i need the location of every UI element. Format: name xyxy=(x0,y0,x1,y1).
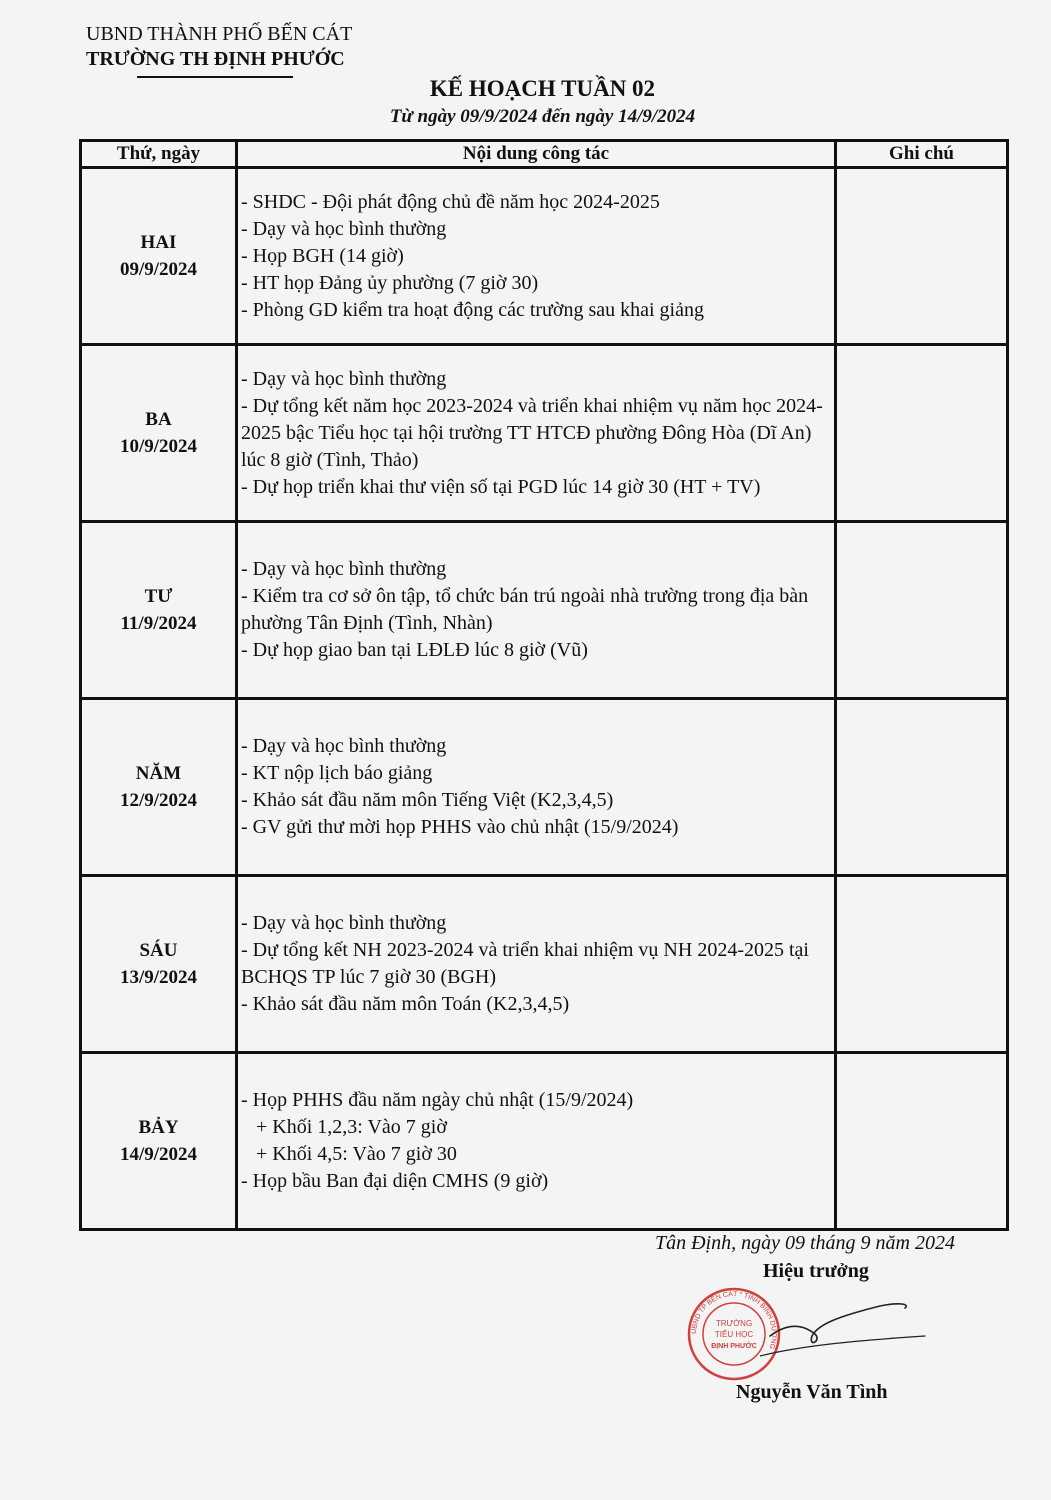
day-cell xyxy=(81,345,237,522)
note-cell xyxy=(836,699,1008,876)
note-cell xyxy=(836,345,1008,522)
table-row xyxy=(81,522,1008,699)
day-cell xyxy=(81,168,237,345)
task-line: - Dạy và học bình thường xyxy=(241,367,447,390)
task-line: - Họp BGH (14 giờ) xyxy=(241,244,404,267)
work-content-cell xyxy=(237,345,836,522)
date-label: 13/9/2024 xyxy=(119,967,198,988)
task-line: - Dự họp giao ban tại LĐLĐ lúc 8 giờ (Vũ) xyxy=(241,639,588,661)
work-content-cell xyxy=(237,876,836,1053)
svg-text:ĐỊNH PHƯỚC: ĐỊNH PHƯỚC xyxy=(711,1343,757,1350)
weekday-label: NĂM xyxy=(135,763,182,784)
column-header-note: Ghi chú xyxy=(836,141,1008,168)
task-line: - Khảo sát đầu năm môn Toán (K2,3,4,5) xyxy=(241,993,570,1015)
table-row xyxy=(81,876,1008,1053)
date-label: 10/9/2024 xyxy=(119,436,198,457)
note-cell xyxy=(836,522,1008,699)
place-and-date: Tân Định, ngày 09 tháng 9 năm 2024 xyxy=(655,1232,955,1254)
task-line: - Dạy và học bình thường xyxy=(241,217,447,240)
table-row xyxy=(81,345,1008,522)
task-line: - HT họp Đảng ủy phường (7 giờ 30) xyxy=(241,271,539,294)
table-header-row xyxy=(81,141,1008,168)
task-line: - Kiểm tra cơ sở ôn tập, tổ chức bán trú ngoài nhà trường trong địa bàn phường Tân Định (Tình, Nhàn) xyxy=(241,585,809,634)
weekday-label: BẢY xyxy=(138,1117,179,1138)
task-line: - KT nộp lịch báo giảng xyxy=(241,762,433,784)
work-content-cell xyxy=(237,1053,836,1230)
weekday-label: BA xyxy=(145,409,172,430)
task-line: - Dạy và học bình thường xyxy=(241,912,447,934)
task-line: - Dự tổng kết NH 2023-2024 và triển khai nhiệm vụ NH 2024-2025 tại BCHQS TP lúc 7 giờ 30 (BGH) xyxy=(241,939,809,988)
org-line: UBND THÀNH PHỐ BẾN CÁT xyxy=(86,23,353,45)
weekly-plan-table xyxy=(79,139,1009,1231)
svg-text:TRƯỜNG: TRƯỜNG xyxy=(715,1319,753,1328)
svg-text:UBND TP BẾN CÁT * TỈNH BÌNH DƯ: UBND TP BẾN CÁT * TỈNH BÌNH DƯƠNG xyxy=(690,1290,778,1350)
svg-text:TIỂU HỌC: TIỂU HỌC xyxy=(714,1330,754,1339)
date-label: 14/9/2024 xyxy=(119,1144,198,1165)
issuing-organization xyxy=(86,22,352,72)
school-name: TRƯỜNG TH ĐỊNH PHƯỚC xyxy=(86,48,345,70)
table-row xyxy=(81,1053,1008,1230)
date-range: Từ ngày 09/9/2024 đến ngày 14/9/2024 xyxy=(389,106,696,127)
task-line: + Khối 4,5: Vào 7 giờ 30 xyxy=(241,1143,457,1165)
note-cell xyxy=(836,1053,1008,1230)
weekday-label: SÁU xyxy=(139,940,178,961)
table-row xyxy=(81,699,1008,876)
task-line: - SHDC - Đội phát động chủ đề năm học 2024-2025 xyxy=(241,190,660,213)
document-title: KẾ HOẠCH TUẦN 02 xyxy=(429,76,656,101)
work-content-cell xyxy=(237,168,836,345)
day-cell xyxy=(81,699,237,876)
work-content-cell xyxy=(237,699,836,876)
work-content-cell xyxy=(237,522,836,699)
signer-name: Nguyễn Văn Tình xyxy=(736,1381,888,1403)
note-cell xyxy=(836,876,1008,1053)
task-line: - Họp PHHS đầu năm ngày chủ nhật (15/9/2024) xyxy=(241,1089,634,1111)
table-row xyxy=(81,168,1008,345)
task-line: - Dạy và học bình thường xyxy=(241,558,447,580)
task-line: - Phòng GD kiểm tra hoạt động các trường sau khai giảng xyxy=(241,298,704,321)
day-cell xyxy=(81,522,237,699)
date-label: 12/9/2024 xyxy=(119,790,198,811)
weekday-label: TƯ xyxy=(144,586,173,607)
column-header-day: Thứ, ngày xyxy=(81,141,237,168)
task-line: + Khối 1,2,3: Vào 7 giờ xyxy=(241,1116,447,1138)
task-line: - Khảo sát đầu năm môn Tiếng Việt (K2,3,4,5) xyxy=(241,789,614,811)
task-line: - Họp bầu Ban đại diện CMHS (9 giờ) xyxy=(241,1170,549,1192)
date-label: 09/9/2024 xyxy=(119,259,198,280)
column-header-content: Nội dung công tác xyxy=(237,141,836,168)
signer-role: Hiệu trưởng xyxy=(763,1260,869,1282)
principal-signature xyxy=(760,1296,930,1366)
date-label: 11/9/2024 xyxy=(120,613,197,634)
task-line: - Dự tổng kết năm học 2023-2024 và triển khai nhiệm vụ năm học 2024-2025 bậc Tiểu học tại hội trường TT HTCĐ phường Đông Hòa (Dĩ An) lúc 8 giờ (Tình, Thảo) xyxy=(241,394,823,471)
day-cell xyxy=(81,876,237,1053)
day-cell xyxy=(81,1053,237,1230)
weekday-label: HAI xyxy=(140,232,177,253)
note-cell xyxy=(836,168,1008,345)
task-line: - Dự họp triển khai thư viện số tại PGD lúc 14 giờ 30 (HT + TV) xyxy=(241,475,761,498)
task-line: - GV gửi thư mời họp PHHS vào chủ nhật (15/9/2024) xyxy=(241,816,679,838)
task-line: - Dạy và học bình thường xyxy=(241,735,447,757)
